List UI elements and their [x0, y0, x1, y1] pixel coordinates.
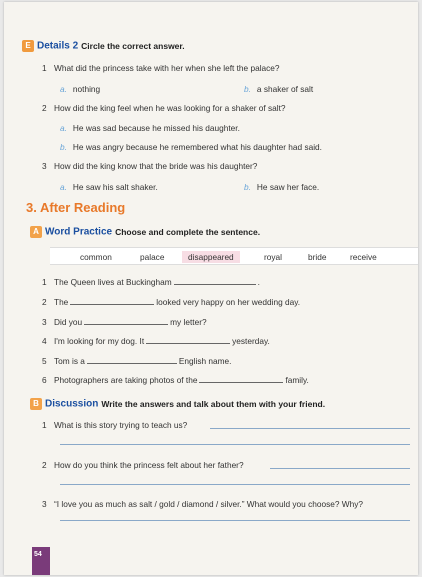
answer-line[interactable]: [270, 468, 410, 469]
details2-q3-option-b[interactable]: b. He saw her face.: [244, 182, 320, 192]
details2-question-3: 3 How did the king know that the bride was his daughter?: [42, 161, 258, 171]
answer-blank[interactable]: [87, 356, 177, 364]
answer-line[interactable]: [210, 428, 410, 429]
answer-blank[interactable]: [199, 375, 283, 383]
after-reading-title: 3. After Reading: [26, 200, 126, 215]
word-practice-sentence-2: 2 The looked very happy on her wedding day.: [42, 297, 301, 307]
details2-q3-option-a[interactable]: a. He saw his salt shaker.: [60, 182, 158, 192]
discussion-question-1: 1 What is this story trying to teach us?: [42, 420, 188, 430]
details2-instruction: Circle the correct answer.: [81, 40, 185, 51]
details2-header: [22, 40, 185, 52]
answer-blank[interactable]: [70, 297, 154, 305]
word-bank-item: royal: [264, 252, 282, 262]
word-practice-sentence-4: 4 I'm looking for my dog. It yesterday.: [42, 336, 270, 346]
discussion-title: Discussion: [45, 398, 99, 410]
word-bank-item: disappeared: [182, 251, 240, 263]
word-practice-instruction: Choose and complete the sentence.: [115, 226, 261, 237]
word-practice-header: [30, 226, 260, 238]
answer-line[interactable]: [60, 444, 410, 445]
worksheet-page: [4, 2, 418, 575]
discussion-badge: B: [30, 398, 42, 410]
discussion-question-2: 2 How do you think the princess felt about her father?: [42, 460, 244, 470]
details2-q2-option-a[interactable]: a. He was sad because he missed his daughter.: [60, 123, 240, 133]
word-practice-badge: A: [30, 226, 42, 238]
answer-line[interactable]: [60, 484, 410, 485]
details2-q2-option-b[interactable]: b. He was angry because he remembered what his daughter had said.: [60, 142, 322, 152]
answer-blank[interactable]: [84, 317, 168, 325]
details2-q1-option-b[interactable]: b. a shaker of salt: [244, 84, 314, 94]
word-practice-sentence-3: 3 Did you my letter?: [42, 317, 207, 327]
answer-blank[interactable]: [174, 277, 256, 285]
details2-question-2: 2 How did the king feel when he was looking for a shaker of salt?: [42, 103, 286, 113]
word-bank-item: palace: [140, 252, 165, 262]
details2-title: Details 2: [37, 40, 79, 52]
discussion-question-3: 3 “I love you as much as salt / gold / diamond / silver.” What would you choose? Why?: [42, 499, 363, 509]
word-practice-sentence-5: 5 Tom is a English name.: [42, 356, 232, 366]
word-bank: [50, 247, 418, 265]
word-bank-item: bride: [308, 252, 327, 262]
word-bank-item: common: [80, 252, 112, 262]
answer-line[interactable]: [60, 520, 410, 521]
details2-q1-option-a[interactable]: a. nothing: [60, 84, 101, 94]
details2-question-1: 1 What did the princess take with her when she left the palace?: [42, 63, 280, 73]
word-practice-sentence-6: 6 Photographers are taking photos of the family.: [42, 375, 309, 385]
details2-badge: E: [22, 40, 34, 52]
word-practice-sentence-1: 1 The Queen lives at Buckingham .: [42, 277, 260, 287]
answer-blank[interactable]: [146, 336, 230, 344]
page-number: 54: [34, 551, 42, 558]
discussion-instruction: Write the answers and talk about them with your friend.: [101, 398, 326, 409]
word-bank-item: receive: [350, 252, 377, 262]
word-practice-title: Word Practice: [45, 226, 113, 238]
discussion-header: [30, 398, 325, 410]
